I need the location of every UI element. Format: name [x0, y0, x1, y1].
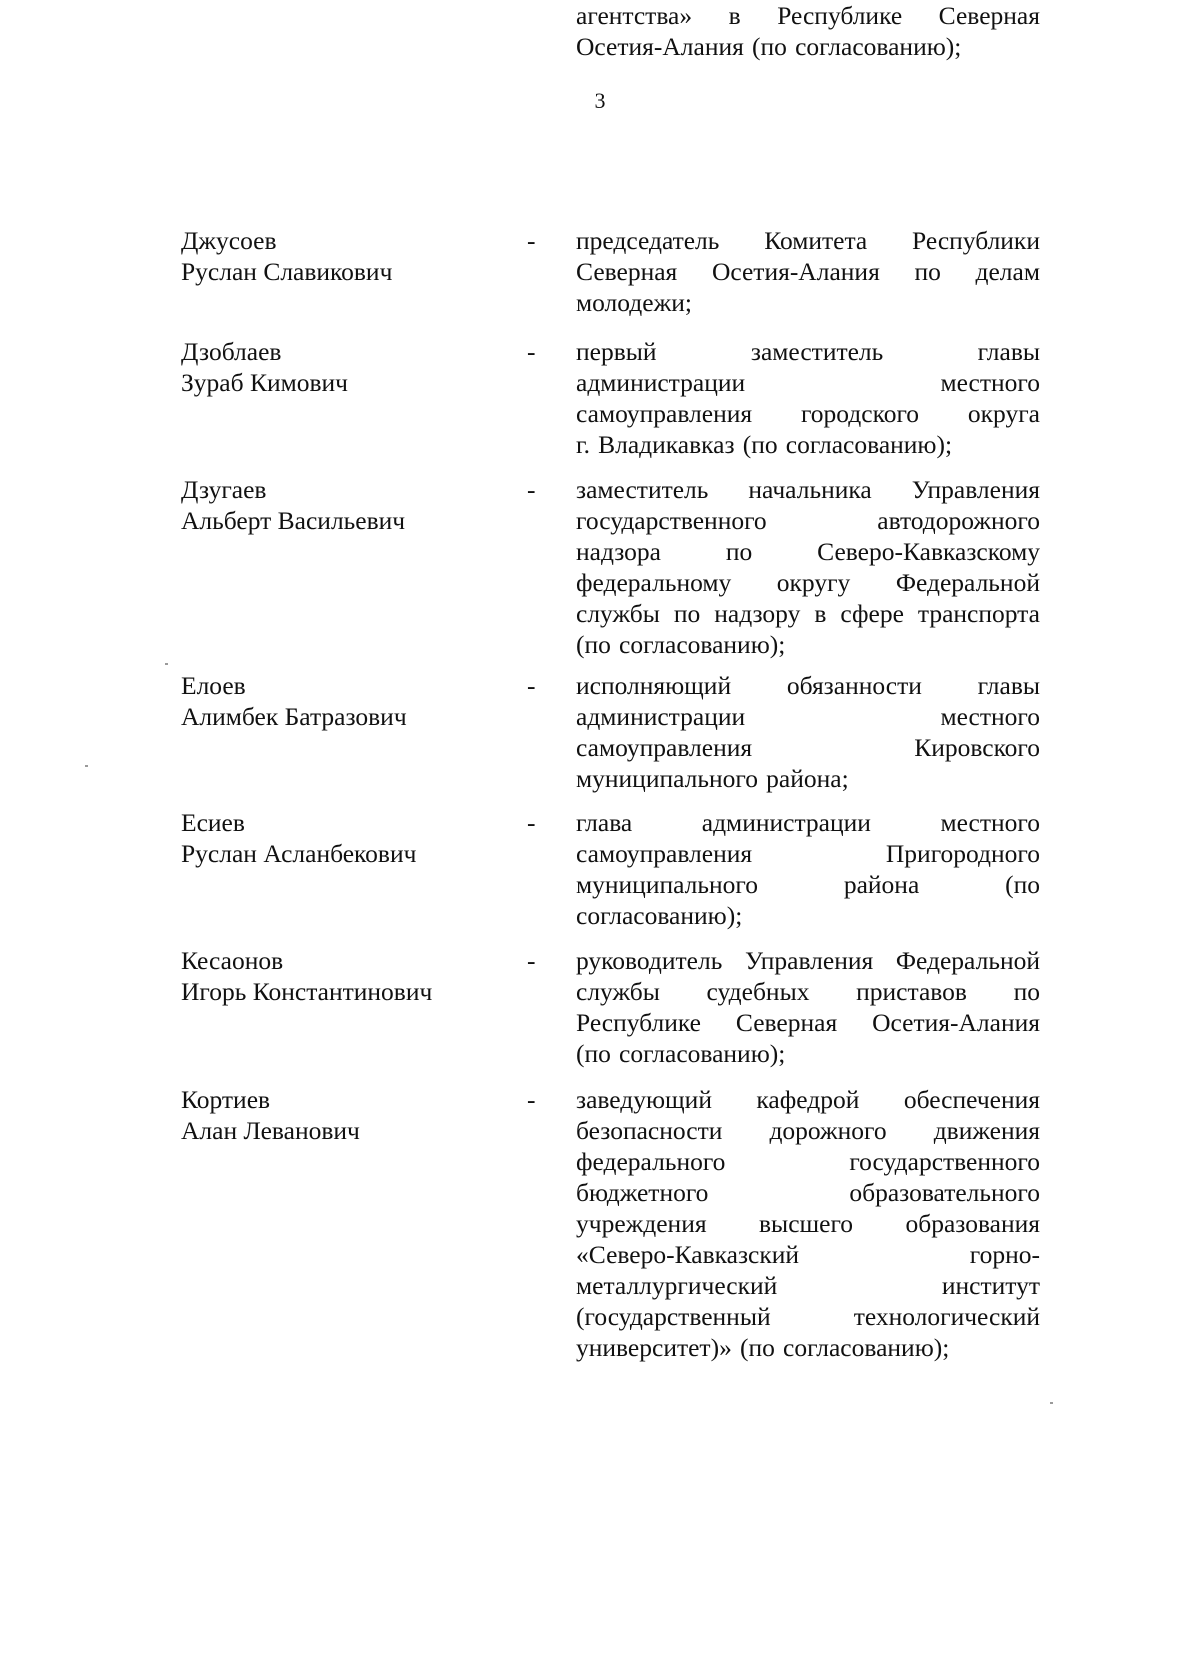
member-given-name: Алимбек Батразович — [181, 702, 407, 731]
role-word: институт — [941, 1271, 1040, 1300]
member-name — [181, 225, 511, 287]
role-word: местного — [940, 368, 1040, 397]
role-line — [576, 398, 1040, 429]
role-word: надзора — [576, 537, 661, 566]
role-word: самоуправления — [576, 839, 753, 868]
role-line — [576, 838, 1040, 869]
role-line — [576, 1038, 1040, 1069]
role-line — [576, 1115, 1040, 1146]
role-word: Республике — [576, 1008, 701, 1037]
role-word: руководитель — [576, 946, 723, 975]
role-line — [576, 256, 1040, 287]
role-word: делам — [975, 257, 1040, 286]
role-word: Северо-Кавказскому — [817, 537, 1040, 566]
role-word: администрации — [576, 368, 746, 397]
role-word: металлургический — [576, 1271, 778, 1300]
role-word: Северная — [938, 1, 1040, 30]
role-line — [576, 869, 1040, 900]
role-word: согласованию); — [576, 901, 743, 930]
dash-separator: - — [527, 226, 536, 255]
scan-speck — [85, 765, 88, 767]
role-line — [576, 31, 1040, 62]
role-line — [576, 701, 1040, 732]
role-word: обеспечения — [903, 1085, 1040, 1114]
role-word: района; — [766, 764, 849, 793]
role-word: «Северо-Кавказский — [576, 1240, 800, 1269]
member-given-name: Руслан Славикович — [181, 257, 393, 286]
role-line — [576, 732, 1040, 763]
role-word: службы — [576, 977, 660, 1006]
role-line — [576, 536, 1040, 567]
role-word: местного — [940, 808, 1040, 837]
continued-role-text — [576, 0, 1040, 62]
role-word: горно- — [969, 1240, 1040, 1269]
role-line — [576, 505, 1040, 536]
role-word: Пригородного — [885, 839, 1040, 868]
role-word: в — [728, 1, 741, 30]
member-given-name: Алан Леванович — [181, 1116, 360, 1145]
role-word: университет)» — [576, 1333, 732, 1362]
scan-speck — [1050, 1402, 1053, 1404]
role-line — [576, 474, 1040, 505]
member-given-name: Игорь Константинович — [181, 977, 433, 1006]
role-line — [576, 367, 1040, 398]
role-word: заместитель — [576, 475, 709, 504]
role-word: (государственный — [576, 1302, 771, 1331]
dash-separator: - — [527, 808, 536, 837]
role-word: государственного — [576, 506, 767, 535]
member-name — [181, 1084, 511, 1146]
role-word: администрации — [576, 702, 746, 731]
role-word: Комитета — [764, 226, 868, 255]
role-word: (по — [742, 430, 778, 459]
role-line — [576, 1332, 1040, 1363]
role-word: Кировского — [914, 733, 1040, 762]
dash-separator: - — [527, 1085, 536, 1114]
role-word: администрации — [701, 808, 871, 837]
member-role — [576, 670, 1040, 794]
role-word: Управления — [911, 475, 1040, 504]
role-word: округу — [776, 568, 851, 597]
role-word: Осетия-Алания — [576, 32, 744, 61]
role-word: первый — [576, 337, 657, 366]
role-word: высшего — [759, 1209, 854, 1238]
member-surname: Елоев — [181, 671, 246, 700]
role-word: городского — [800, 399, 920, 428]
role-word: (по — [576, 630, 611, 659]
role-line — [576, 976, 1040, 1007]
role-line — [576, 945, 1040, 976]
role-word: государственного — [849, 1147, 1040, 1176]
role-word: района — [843, 870, 920, 899]
role-line — [576, 1177, 1040, 1208]
role-word: муниципального — [576, 870, 758, 899]
role-word: в — [814, 599, 827, 628]
role-line — [576, 225, 1040, 256]
role-word: федерального — [576, 1147, 726, 1176]
role-word: по — [1013, 977, 1040, 1006]
role-word: Республики — [912, 226, 1040, 255]
role-word: федеральному — [576, 568, 732, 597]
member-name — [181, 670, 511, 732]
role-word: Осетия-Алания — [872, 1008, 1040, 1037]
dash-separator: - — [527, 946, 536, 975]
role-word: Федеральной — [895, 946, 1040, 975]
role-word: по — [725, 537, 753, 566]
role-line — [576, 287, 1040, 318]
member-surname: Дзугаев — [181, 475, 267, 504]
role-line — [576, 670, 1040, 701]
role-word: технологический — [853, 1302, 1040, 1331]
role-word: Республике — [777, 1, 903, 30]
role-word: местного — [940, 702, 1040, 731]
role-line — [576, 1146, 1040, 1177]
member-given-name: Альберт Васильевич — [181, 506, 406, 535]
role-word: самоуправления — [576, 399, 753, 428]
role-word: исполняющий — [576, 671, 732, 700]
role-word: муниципального — [576, 764, 758, 793]
role-word: обязанности — [786, 671, 922, 700]
member-surname: Джусоев — [181, 226, 277, 255]
role-word: согласованию); — [785, 430, 953, 459]
member-surname: Кортиев — [181, 1085, 271, 1114]
role-word: сфере — [840, 599, 904, 628]
role-word: судебных — [706, 977, 810, 1006]
role-word: г. — [576, 430, 590, 459]
role-word: образования — [905, 1209, 1040, 1238]
role-word: заведующий — [576, 1085, 712, 1114]
role-word: образовательного — [849, 1178, 1040, 1207]
member-name — [181, 336, 511, 398]
role-word: учреждения — [576, 1209, 707, 1238]
role-word: (по — [1005, 870, 1040, 899]
member-name — [181, 474, 511, 536]
role-word: начальника — [748, 475, 872, 504]
role-line — [576, 336, 1040, 367]
role-word: (по — [576, 1039, 611, 1068]
dash-separator: - — [527, 337, 536, 366]
role-word: Владикавказ — [598, 430, 735, 459]
role-line — [576, 0, 1040, 31]
role-word: глава — [576, 808, 633, 837]
role-word: согласованию); — [783, 1333, 950, 1362]
role-line — [576, 807, 1040, 838]
role-word: службы — [576, 599, 660, 628]
role-word: (по — [739, 1333, 775, 1362]
member-role — [576, 807, 1040, 931]
role-word: самоуправления — [576, 733, 753, 762]
role-word: движения — [933, 1116, 1040, 1145]
role-word: автодорожного — [877, 506, 1040, 535]
role-word: дорожного — [769, 1116, 887, 1145]
role-word: заместитель — [750, 337, 884, 366]
role-line — [576, 763, 1040, 794]
dash-separator: - — [527, 475, 536, 504]
member-role — [576, 945, 1040, 1069]
role-line — [576, 629, 1040, 660]
member-role — [576, 474, 1040, 660]
role-word: округа — [967, 399, 1040, 428]
role-word: главы — [977, 337, 1040, 366]
member-given-name: Руслан Асланбекович — [181, 839, 417, 868]
role-line — [576, 1239, 1040, 1270]
role-line — [576, 1084, 1040, 1115]
role-line — [576, 900, 1040, 931]
member-role — [576, 225, 1040, 318]
role-word: Управления — [744, 946, 874, 975]
role-line — [576, 1270, 1040, 1301]
role-word: надзору — [714, 599, 801, 628]
member-name — [181, 807, 511, 869]
role-word: Северная — [735, 1008, 838, 1037]
page-number: 3 — [594, 88, 606, 113]
role-word: агентства» — [576, 1, 693, 30]
role-word: бюджетного — [576, 1178, 709, 1207]
member-surname: Дзоблаев — [181, 337, 282, 366]
role-word: (по — [752, 32, 787, 61]
role-line — [576, 567, 1040, 598]
member-given-name: Зураб Кимович — [181, 368, 348, 397]
dash-separator: - — [527, 671, 536, 700]
member-role — [576, 1084, 1040, 1363]
role-line — [576, 1208, 1040, 1239]
role-word: транспорта — [917, 599, 1040, 628]
role-word: согласованию); — [619, 1039, 786, 1068]
role-word: по — [673, 599, 701, 628]
role-word: приставов — [856, 977, 967, 1006]
member-name — [181, 945, 511, 1007]
role-word: согласованию); — [795, 32, 962, 61]
role-word: кафедрой — [756, 1085, 860, 1114]
role-word: Федеральной — [895, 568, 1040, 597]
role-word: согласованию); — [619, 630, 786, 659]
member-surname: Есиев — [181, 808, 245, 837]
role-word: безопасности — [576, 1116, 723, 1145]
role-word: молодежи; — [576, 288, 692, 317]
role-word: Северная — [576, 257, 678, 286]
role-line — [576, 1007, 1040, 1038]
role-word: главы — [977, 671, 1040, 700]
member-role — [576, 336, 1040, 460]
role-line — [576, 598, 1040, 629]
role-word: Осетия-Алания — [711, 257, 880, 286]
scan-speck — [165, 663, 168, 665]
role-word: председатель — [576, 226, 720, 255]
member-surname: Кесаонов — [181, 946, 284, 975]
role-line — [576, 1301, 1040, 1332]
role-line — [576, 429, 1040, 460]
role-word: по — [914, 257, 941, 286]
